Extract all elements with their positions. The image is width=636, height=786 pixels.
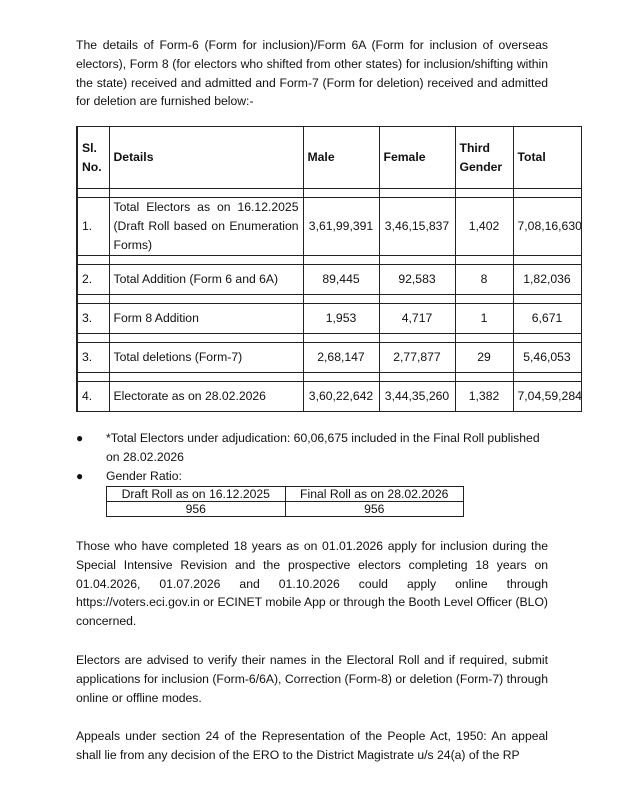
header-third-gender: Third Gender xyxy=(455,127,513,189)
header-female: Female xyxy=(379,127,455,189)
bullet-icon: ● xyxy=(76,469,84,483)
ratio-final-header: Final Roll as on 28.02.2026 xyxy=(285,487,464,502)
electors-table xyxy=(76,126,582,412)
table-row xyxy=(77,304,581,334)
row-female: 3,46,15,837 xyxy=(379,198,455,256)
row-details: Total Electors as on 16.12.2025 (Draft Roll based on Enumeration Forms) xyxy=(109,198,303,256)
appeals-paragraph: Appeals under section 24 of the Representation of the People Act, 1950: An appeal shall lie from any decision of the ERO to the District Magistrate u/s 24(a) of the RP xyxy=(76,729,548,762)
row-total: 7,08,16,630 xyxy=(513,198,581,256)
gender-ratio-label: Gender Ratio: xyxy=(106,469,182,483)
row-male: 2,68,147 xyxy=(303,343,379,373)
row-sl: 3. xyxy=(77,304,109,334)
bullet-icon: ● xyxy=(76,431,84,445)
table-row xyxy=(77,343,581,373)
row-male: 3,60,22,642 xyxy=(303,382,379,412)
row-male: 89,445 xyxy=(303,265,379,295)
row-sl: 3. xyxy=(77,343,109,373)
list-item xyxy=(76,467,556,517)
table-row xyxy=(77,382,581,412)
row-female: 92,583 xyxy=(379,265,455,295)
row-total: 1,82,036 xyxy=(513,265,581,295)
adjudication-note: *Total Electors under adjudication: 60,06,675 included in the Final Roll published on 28.02.2026 xyxy=(106,431,540,464)
ratio-draft-value: 956 xyxy=(107,502,286,517)
inclusion-paragraph: Those who have completed 18 years as on 01.01.2026 apply for inclusion during the Special Intensive Revision and the prospective electors completing 18 years on 01.04.2026, 01.07.2026 and 01.10.2026 could apply online through https://voters.eci.gov.in or ECINET mobile App or through the Booth Level Officer (BLO) concerned. xyxy=(76,539,548,629)
table-row xyxy=(77,198,581,256)
header-total: Total xyxy=(513,127,581,189)
row-third: 29 xyxy=(455,343,513,373)
row-third: 1 xyxy=(455,304,513,334)
row-total: 5,46,053 xyxy=(513,343,581,373)
row-third: 1,402 xyxy=(455,198,513,256)
row-total: 6,671 xyxy=(513,304,581,334)
notes-section xyxy=(76,429,556,517)
row-sl: 1. xyxy=(77,198,109,256)
row-third: 8 xyxy=(455,265,513,295)
header-male: Male xyxy=(303,127,379,189)
row-sl: 4. xyxy=(77,382,109,412)
row-details: Total deletions (Form-7) xyxy=(109,343,303,373)
header-sl-no: Sl. No. xyxy=(77,127,109,189)
row-male: 1,953 xyxy=(303,304,379,334)
table-header-row xyxy=(77,127,581,189)
ratio-final-value: 956 xyxy=(285,502,464,517)
row-details: Total Addition (Form 6 and 6A) xyxy=(109,265,303,295)
gender-ratio-table xyxy=(106,486,464,517)
row-third: 1,382 xyxy=(455,382,513,412)
row-female: 3,44,35,260 xyxy=(379,382,455,412)
row-details: Form 8 Addition xyxy=(109,304,303,334)
row-male: 3,61,99,391 xyxy=(303,198,379,256)
intro-paragraph: The details of Form-6 (Form for inclusion)/Form 6A (Form for inclusion of overseas electors), Form 8 (for electors who shifted from other states) for inclusion/shifting within the state) received and admitted and Form-7 (Form for deletion) received and admitted for deletion are furnished below:- xyxy=(76,38,548,109)
row-sl: 2. xyxy=(77,265,109,295)
row-female: 2,77,877 xyxy=(379,343,455,373)
row-total: 7,04,59,284 xyxy=(513,382,581,412)
list-item xyxy=(76,429,556,467)
table-row xyxy=(77,265,581,295)
header-details: Details xyxy=(109,127,303,189)
row-details: Electorate as on 28.02.2026 xyxy=(109,382,303,412)
row-female: 4,717 xyxy=(379,304,455,334)
verification-paragraph: Electors are advised to verify their names in the Electoral Roll and if required, submit applications for inclusion (Form-6/6A), Correction (Form-8) or deletion (Form-7) through online or offline modes. xyxy=(76,653,548,705)
ratio-draft-header: Draft Roll as on 16.12.2025 xyxy=(107,487,286,502)
